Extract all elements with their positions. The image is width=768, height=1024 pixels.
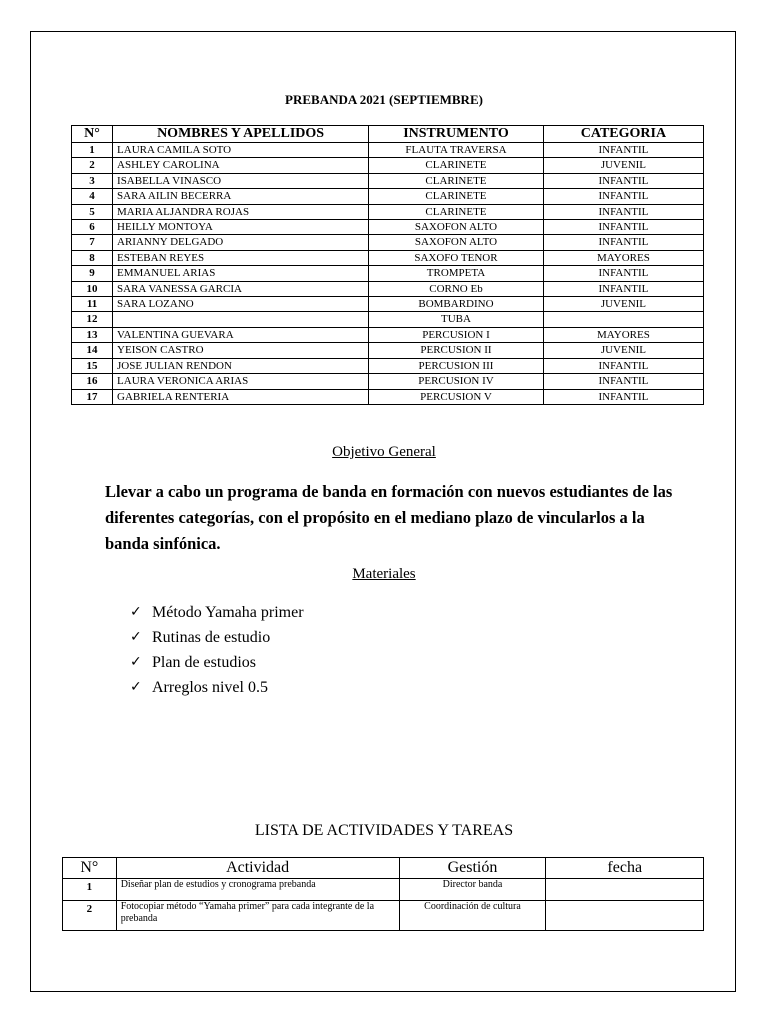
roster-cell-category: INFANTIL (543, 143, 703, 158)
list-item (130, 600, 304, 625)
roster-cell-category: INFANTIL (543, 281, 703, 296)
roster-header-category: CATEGORIA (543, 126, 703, 143)
roster-cell-category: INFANTIL (543, 173, 703, 188)
roster-cell-number: 7 (72, 235, 113, 250)
roster-cell-name: YEISON CASTRO (113, 343, 369, 358)
material-label: Rutinas de estudio (152, 629, 271, 646)
roster-cell-number: 6 (72, 220, 113, 235)
roster-cell-name: ISABELLA VINASCO (113, 173, 369, 188)
table-row (72, 158, 704, 173)
roster-cell-category: INFANTIL (543, 389, 703, 404)
roster-cell-category: INFANTIL (543, 235, 703, 250)
document-title: PREBANDA 2021 (SEPTIEMBRE) (285, 92, 483, 107)
table-row (72, 250, 704, 265)
roster-cell-number: 11 (72, 297, 113, 312)
activity-cell-number: 2 (63, 901, 117, 931)
activities-header-date: fecha (546, 858, 704, 879)
roster-cell-category: JUVENIL (543, 343, 703, 358)
checkmark-icon: ✓ (130, 679, 142, 695)
table-row (72, 204, 704, 219)
table-row (72, 173, 704, 188)
activity-cell-gestion: Director banda (399, 879, 546, 901)
roster-cell-category: INFANTIL (543, 266, 703, 281)
table-row (72, 281, 704, 296)
table-row (72, 312, 704, 327)
list-item (130, 625, 304, 650)
table-row (72, 297, 704, 312)
roster-cell-instrument: CLARINETE (369, 173, 544, 188)
roster-cell-number: 3 (72, 173, 113, 188)
table-row (72, 374, 704, 389)
roster-header-number: N° (72, 126, 113, 143)
table-row (72, 189, 704, 204)
table-row (72, 327, 704, 342)
table-row (72, 343, 704, 358)
roster-header-row (72, 126, 704, 143)
roster-cell-name: HEILLY MONTOYA (113, 220, 369, 235)
table-row (72, 266, 704, 281)
roster-cell-number: 5 (72, 204, 113, 219)
roster-cell-number: 9 (72, 266, 113, 281)
roster-cell-instrument: PERCUSION I (369, 327, 544, 342)
roster-cell-category: INFANTIL (543, 220, 703, 235)
activity-cell-activity: Fotocopiar método “Yamaha primer” para cada integrante de la prebanda (116, 901, 399, 931)
table-row (72, 220, 704, 235)
objective-text: Llevar a cabo un programa de banda en formación con nuevos estudiantes de las diferentes categorías, con el propósito en el mediano plazo de vincularlos a la banda sinfónica. (105, 482, 673, 553)
materials-list (130, 600, 304, 700)
activities-header-row (63, 858, 704, 879)
roster-cell-instrument: PERCUSION IV (369, 374, 544, 389)
roster-cell-instrument: CORNO Eb (369, 281, 544, 296)
roster-cell-name: JOSE JULIAN RENDON (113, 358, 369, 373)
material-label: Plan de estudios (152, 654, 256, 671)
list-item (130, 650, 304, 675)
roster-cell-number: 16 (72, 374, 113, 389)
table-row (63, 879, 704, 901)
material-label: Método Yamaha primer (152, 604, 304, 621)
activity-cell-number: 1 (63, 879, 117, 901)
roster-cell-number: 14 (72, 343, 113, 358)
roster-cell-name: ESTEBAN REYES (113, 250, 369, 265)
roster-cell-name: MARIA ALJANDRA ROJAS (113, 204, 369, 219)
roster-header-name: NOMBRES Y APELLIDOS (113, 126, 369, 143)
roster-cell-instrument: TUBA (369, 312, 544, 327)
roster-cell-number: 13 (72, 327, 113, 342)
roster-cell-instrument: PERCUSION V (369, 389, 544, 404)
roster-cell-name: ARIANNY DELGADO (113, 235, 369, 250)
roster-cell-instrument: TROMPETA (369, 266, 544, 281)
roster-cell-instrument: PERCUSION III (369, 358, 544, 373)
roster-cell-name: SARA AILIN BECERRA (113, 189, 369, 204)
roster-cell-category: INFANTIL (543, 204, 703, 219)
roster-cell-name: LAURA VERONICA ARIAS (113, 374, 369, 389)
roster-body (72, 143, 704, 405)
roster-cell-name: ASHLEY CAROLINA (113, 158, 369, 173)
table-row (63, 901, 704, 931)
activities-body (63, 879, 704, 931)
activities-table (62, 857, 704, 931)
activities-title: LISTA DE ACTIVIDADES Y TAREAS (254, 822, 514, 839)
roster-cell-name: VALENTINA GUEVARA (113, 327, 369, 342)
roster-cell-number: 1 (72, 143, 113, 158)
roster-cell-number: 2 (72, 158, 113, 173)
roster-cell-instrument: SAXOFO TENOR (369, 250, 544, 265)
roster-cell-category (543, 312, 703, 327)
roster-cell-instrument: SAXOFON ALTO (369, 235, 544, 250)
roster-cell-instrument: CLARINETE (369, 204, 544, 219)
roster-cell-instrument: FLAUTA TRAVERSA (369, 143, 544, 158)
roster-cell-instrument: CLARINETE (369, 189, 544, 204)
roster-cell-instrument: SAXOFON ALTO (369, 220, 544, 235)
table-row (72, 143, 704, 158)
roster-cell-name: SARA VANESSA GARCIA (113, 281, 369, 296)
roster-cell-category: INFANTIL (543, 358, 703, 373)
roster-cell-category: JUVENIL (543, 158, 703, 173)
roster-cell-category: INFANTIL (543, 189, 703, 204)
roster-cell-category: INFANTIL (543, 374, 703, 389)
roster-cell-number: 15 (72, 358, 113, 373)
table-row (72, 235, 704, 250)
roster-cell-name: GABRIELA RENTERIA (113, 389, 369, 404)
roster-cell-category: MAYORES (543, 327, 703, 342)
materials-heading: Materiales (352, 566, 416, 582)
objective-heading: Objetivo General (332, 444, 436, 460)
activity-cell-activity: Diseñar plan de estudios y cronograma prebanda (116, 879, 399, 901)
activities-header-activity: Actividad (116, 858, 399, 879)
roster-cell-name: LAURA CAMILA SOTO (113, 143, 369, 158)
roster-cell-instrument: BOMBARDINO (369, 297, 544, 312)
activities-header-number: N° (63, 858, 117, 879)
checkmark-icon: ✓ (130, 654, 142, 670)
roster-cell-category: JUVENIL (543, 297, 703, 312)
checkmark-icon: ✓ (130, 629, 142, 645)
roster-cell-name: SARA LOZANO (113, 297, 369, 312)
activity-cell-gestion: Coordinación de cultura (399, 901, 546, 931)
activity-cell-date (546, 879, 704, 901)
roster-cell-number: 12 (72, 312, 113, 327)
material-label: Arreglos nivel 0.5 (152, 679, 268, 696)
roster-cell-category: MAYORES (543, 250, 703, 265)
roster-header-instrument: INSTRUMENTO (369, 126, 544, 143)
checkmark-icon: ✓ (130, 604, 142, 620)
roster-table (71, 125, 704, 405)
roster-cell-name (113, 312, 369, 327)
roster-cell-instrument: CLARINETE (369, 158, 544, 173)
roster-cell-name: EMMANUEL ARIAS (113, 266, 369, 281)
roster-cell-number: 10 (72, 281, 113, 296)
activity-cell-date (546, 901, 704, 931)
list-item (130, 675, 304, 700)
activities-header-gestion: Gestión (399, 858, 546, 879)
table-row (72, 358, 704, 373)
table-row (72, 389, 704, 404)
roster-cell-number: 8 (72, 250, 113, 265)
roster-cell-number: 17 (72, 389, 113, 404)
roster-cell-number: 4 (72, 189, 113, 204)
roster-cell-instrument: PERCUSION II (369, 343, 544, 358)
